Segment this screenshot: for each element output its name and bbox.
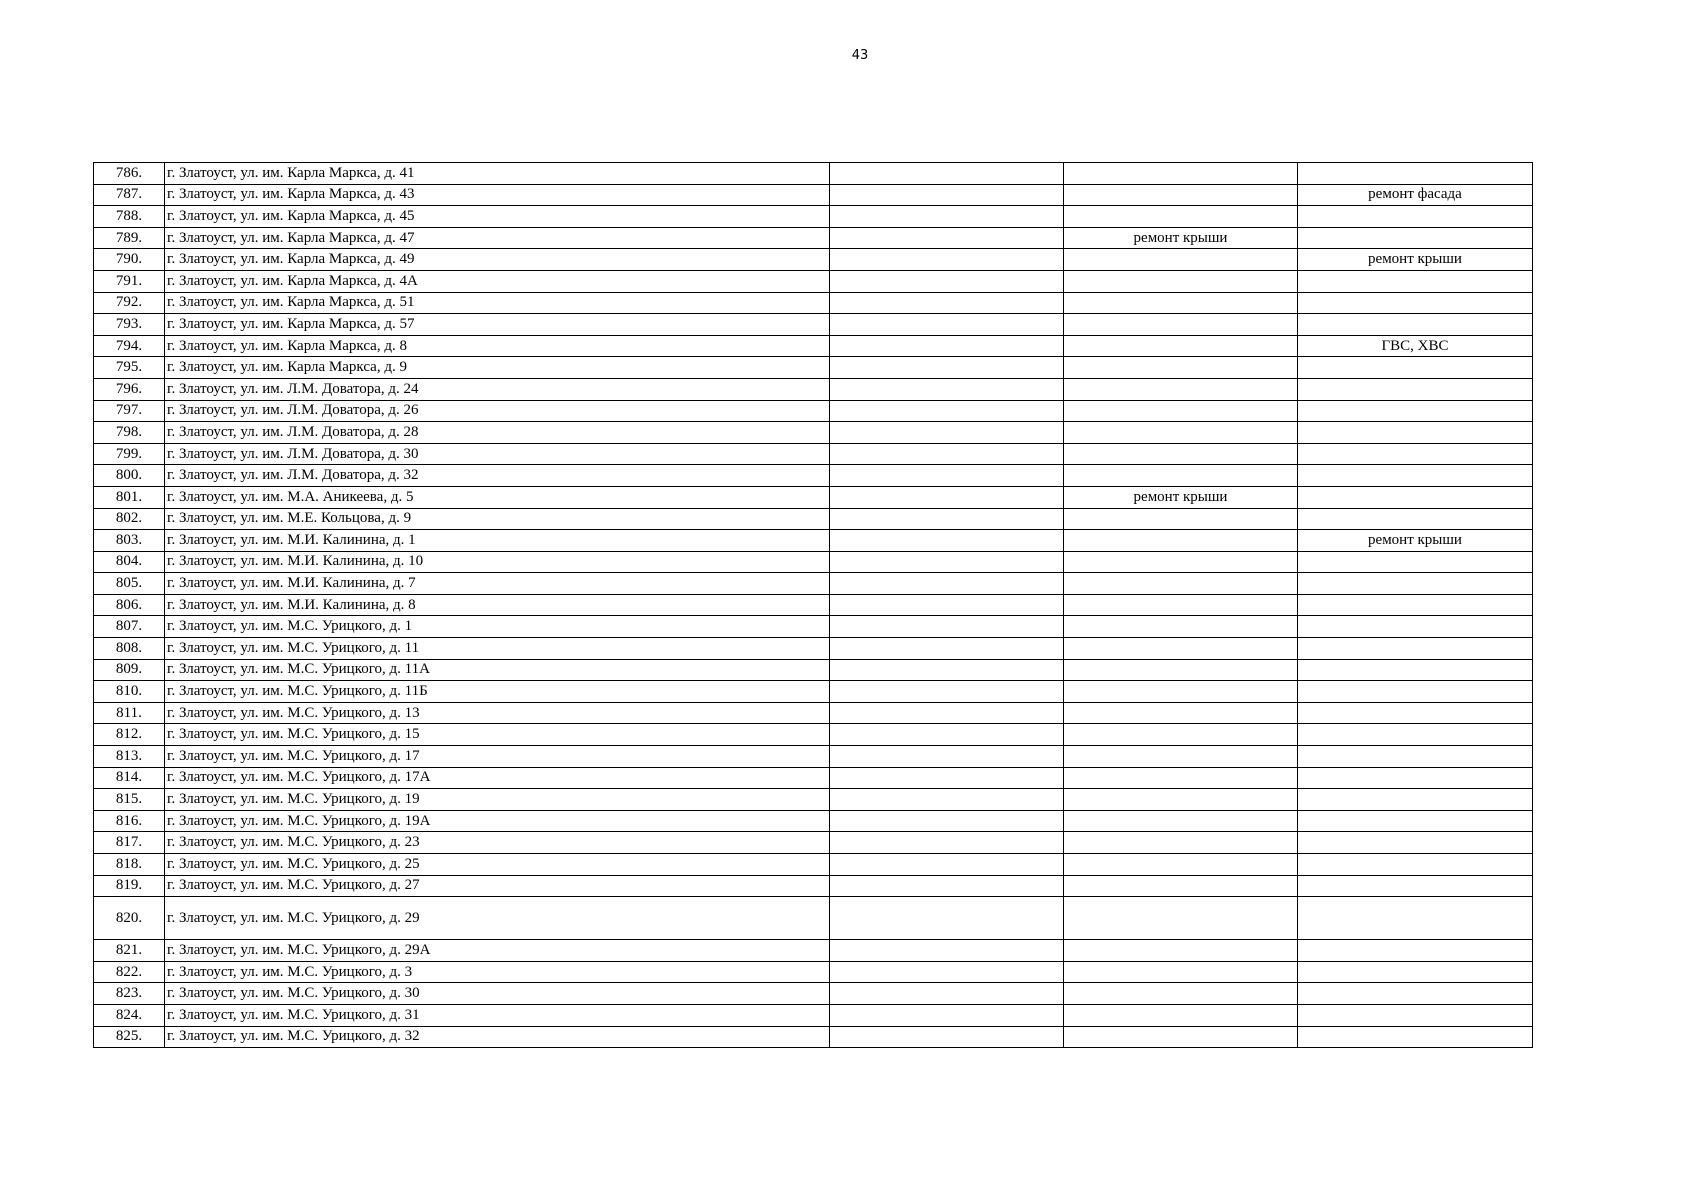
work-type-cell-2: [1064, 659, 1298, 681]
work-type-cell-3: ГВС, ХВС: [1298, 335, 1533, 357]
work-type-cell-2: [1064, 314, 1298, 336]
work-type-cell-1: [830, 1026, 1064, 1048]
work-type-cell-3: [1298, 810, 1533, 832]
work-type-cell-2: [1064, 357, 1298, 379]
work-type-cell-3: [1298, 616, 1533, 638]
work-type-cell-2: [1064, 702, 1298, 724]
address-cell: г. Златоуст, ул. им. М.С. Урицкого, д. 11Б: [165, 681, 830, 703]
work-type-cell-3: [1298, 465, 1533, 487]
work-type-cell-1: [830, 357, 1064, 379]
address-cell: г. Златоуст, ул. им. М.С. Урицкого, д. 32: [165, 1026, 830, 1048]
work-type-cell-1: [830, 163, 1064, 185]
row-number-cell: 814.: [94, 767, 165, 789]
table-row: [94, 897, 1533, 940]
work-type-cell-3: [1298, 789, 1533, 811]
table-row: [94, 767, 1533, 789]
work-type-cell-3: ремонт крыши: [1298, 249, 1533, 271]
row-number-cell: 818.: [94, 854, 165, 876]
work-type-cell-1: [830, 206, 1064, 228]
address-cell: г. Златоуст, ул. им. Л.М. Доватора, д. 24: [165, 378, 830, 400]
row-number-cell: 823.: [94, 983, 165, 1005]
address-cell: г. Златоуст, ул. им. Карла Маркса, д. 43: [165, 184, 830, 206]
table-row: [94, 335, 1533, 357]
work-type-cell-1: [830, 270, 1064, 292]
address-cell: г. Златоуст, ул. им. М.С. Урицкого, д. 13: [165, 702, 830, 724]
work-type-cell-1: [830, 443, 1064, 465]
work-type-cell-2: [1064, 335, 1298, 357]
address-cell: г. Златоуст, ул. им. М.С. Урицкого, д. 27: [165, 875, 830, 897]
table-row: [94, 314, 1533, 336]
work-type-cell-3: [1298, 486, 1533, 508]
row-number-cell: 813.: [94, 746, 165, 768]
work-type-cell-3: [1298, 832, 1533, 854]
work-type-cell-1: [830, 702, 1064, 724]
work-type-cell-1: [830, 810, 1064, 832]
work-type-cell-2: [1064, 767, 1298, 789]
work-type-cell-2: [1064, 854, 1298, 876]
work-type-cell-1: [830, 1004, 1064, 1026]
row-number-cell: 791.: [94, 270, 165, 292]
work-type-cell-2: [1064, 832, 1298, 854]
table-row: [94, 789, 1533, 811]
table-row: [94, 465, 1533, 487]
table-row: [94, 206, 1533, 228]
table-row: [94, 594, 1533, 616]
table-row: [94, 270, 1533, 292]
table-row: [94, 983, 1533, 1005]
table-row: [94, 961, 1533, 983]
table-row: [94, 227, 1533, 249]
work-type-cell-3: [1298, 875, 1533, 897]
work-type-cell-3: [1298, 314, 1533, 336]
work-type-cell-2: [1064, 551, 1298, 573]
row-number-cell: 801.: [94, 486, 165, 508]
address-cell: г. Златоуст, ул. им. Л.М. Доватора, д. 28: [165, 422, 830, 444]
work-type-cell-1: [830, 314, 1064, 336]
row-number-cell: 822.: [94, 961, 165, 983]
work-type-cell-2: [1064, 292, 1298, 314]
work-type-cell-3: [1298, 206, 1533, 228]
row-number-cell: 788.: [94, 206, 165, 228]
address-cell: г. Златоуст, ул. им. Л.М. Доватора, д. 30: [165, 443, 830, 465]
row-number-cell: 812.: [94, 724, 165, 746]
address-cell: г. Златоуст, ул. им. М.С. Урицкого, д. 11: [165, 638, 830, 660]
work-type-cell-3: [1298, 767, 1533, 789]
row-number-cell: 810.: [94, 681, 165, 703]
table-row: [94, 746, 1533, 768]
address-cell: г. Златоуст, ул. им. М.С. Урицкого, д. 17: [165, 746, 830, 768]
row-number-cell: 800.: [94, 465, 165, 487]
work-type-cell-2: [1064, 746, 1298, 768]
work-type-cell-3: [1298, 594, 1533, 616]
work-type-cell-2: [1064, 940, 1298, 962]
work-type-cell-2: [1064, 400, 1298, 422]
row-number-cell: 819.: [94, 875, 165, 897]
address-cell: г. Златоуст, ул. им. М.С. Урицкого, д. 30: [165, 983, 830, 1005]
row-number-cell: 809.: [94, 659, 165, 681]
work-type-cell-1: [830, 573, 1064, 595]
row-number-cell: 815.: [94, 789, 165, 811]
address-cell: г. Златоуст, ул. им. Карла Маркса, д. 49: [165, 249, 830, 271]
work-type-cell-1: [830, 961, 1064, 983]
table-row: [94, 810, 1533, 832]
work-type-cell-2: [1064, 594, 1298, 616]
work-type-cell-3: [1298, 1004, 1533, 1026]
table-row: [94, 724, 1533, 746]
row-number-cell: 820.: [94, 897, 165, 940]
work-type-cell-1: [830, 789, 1064, 811]
row-number-cell: 807.: [94, 616, 165, 638]
work-type-cell-1: [830, 378, 1064, 400]
row-number-cell: 795.: [94, 357, 165, 379]
work-type-cell-3: [1298, 422, 1533, 444]
work-type-cell-3: [1298, 508, 1533, 530]
work-type-cell-1: [830, 227, 1064, 249]
address-cell: г. Златоуст, ул. им. М.С. Урицкого, д. 1: [165, 616, 830, 638]
address-cell: г. Златоуст, ул. им. Л.М. Доватора, д. 32: [165, 465, 830, 487]
work-type-cell-2: [1064, 184, 1298, 206]
work-type-cell-1: [830, 854, 1064, 876]
table-row: [94, 486, 1533, 508]
table-row: [94, 1026, 1533, 1048]
work-type-cell-1: [830, 465, 1064, 487]
row-number-cell: 793.: [94, 314, 165, 336]
table-row: [94, 854, 1533, 876]
address-cell: г. Златоуст, ул. им. М.С. Урицкого, д. 19А: [165, 810, 830, 832]
work-type-cell-1: [830, 746, 1064, 768]
work-type-cell-3: [1298, 292, 1533, 314]
table-row: [94, 551, 1533, 573]
row-number-cell: 805.: [94, 573, 165, 595]
work-type-cell-3: [1298, 1026, 1533, 1048]
table-row: [94, 249, 1533, 271]
work-type-cell-1: [830, 400, 1064, 422]
page-number: 43: [851, 48, 869, 63]
work-type-cell-3: [1298, 659, 1533, 681]
work-type-cell-3: [1298, 443, 1533, 465]
address-cell: г. Златоуст, ул. им. М.С. Урицкого, д. 23: [165, 832, 830, 854]
row-number-cell: 811.: [94, 702, 165, 724]
work-type-cell-3: [1298, 638, 1533, 660]
work-type-cell-2: [1064, 1004, 1298, 1026]
work-type-cell-3: [1298, 681, 1533, 703]
work-type-cell-1: [830, 422, 1064, 444]
work-type-cell-2: [1064, 530, 1298, 552]
table-row: [94, 616, 1533, 638]
work-type-cell-1: [830, 249, 1064, 271]
work-type-cell-2: ремонт крыши: [1064, 227, 1298, 249]
table-row: [94, 378, 1533, 400]
work-type-cell-2: ремонт крыши: [1064, 486, 1298, 508]
row-number-cell: 794.: [94, 335, 165, 357]
work-type-cell-1: [830, 832, 1064, 854]
table-row: [94, 681, 1533, 703]
work-type-cell-2: [1064, 163, 1298, 185]
work-type-cell-2: [1064, 810, 1298, 832]
work-type-cell-3: [1298, 897, 1533, 940]
work-type-cell-2: [1064, 961, 1298, 983]
address-cell: г. Златоуст, ул. им. Карла Маркса, д. 45: [165, 206, 830, 228]
work-type-cell-3: [1298, 400, 1533, 422]
table-row: [94, 292, 1533, 314]
row-number-cell: 824.: [94, 1004, 165, 1026]
work-type-cell-3: [1298, 940, 1533, 962]
address-cell: г. Златоуст, ул. им. Карла Маркса, д. 47: [165, 227, 830, 249]
row-number-cell: 804.: [94, 551, 165, 573]
address-cell: г. Златоуст, ул. им. М.С. Урицкого, д. 29: [165, 897, 830, 940]
address-cell: г. Златоуст, ул. им. М.Е. Кольцова, д. 9: [165, 508, 830, 530]
table-row: [94, 638, 1533, 660]
address-cell: г. Златоуст, ул. им. Карла Маркса, д. 41: [165, 163, 830, 185]
work-type-cell-2: [1064, 897, 1298, 940]
work-type-cell-2: [1064, 875, 1298, 897]
table-row: [94, 659, 1533, 681]
work-type-cell-2: [1064, 270, 1298, 292]
row-number-cell: 786.: [94, 163, 165, 185]
work-type-cell-3: [1298, 163, 1533, 185]
address-cell: г. Златоуст, ул. им. М.И. Калинина, д. 7: [165, 573, 830, 595]
table-row: [94, 443, 1533, 465]
work-type-cell-3: ремонт фасада: [1298, 184, 1533, 206]
work-type-cell-3: [1298, 983, 1533, 1005]
row-number-cell: 789.: [94, 227, 165, 249]
work-type-cell-2: [1064, 443, 1298, 465]
address-cell: г. Златоуст, ул. им. М.И. Калинина, д. 10: [165, 551, 830, 573]
table-row: [94, 530, 1533, 552]
table-row: [94, 400, 1533, 422]
row-number-cell: 799.: [94, 443, 165, 465]
work-type-cell-3: [1298, 854, 1533, 876]
work-type-cell-1: [830, 875, 1064, 897]
table-row: [94, 1004, 1533, 1026]
table-row: [94, 573, 1533, 595]
work-type-cell-1: [830, 659, 1064, 681]
work-type-cell-1: [830, 594, 1064, 616]
work-type-cell-2: [1064, 681, 1298, 703]
row-number-cell: 787.: [94, 184, 165, 206]
table-row: [94, 163, 1533, 185]
work-type-cell-1: [830, 940, 1064, 962]
row-number-cell: 816.: [94, 810, 165, 832]
work-type-cell-1: [830, 486, 1064, 508]
row-number-cell: 802.: [94, 508, 165, 530]
address-cell: г. Златоуст, ул. им. М.И. Калинина, д. 1: [165, 530, 830, 552]
table-row: [94, 508, 1533, 530]
work-type-cell-3: ремонт крыши: [1298, 530, 1533, 552]
work-type-cell-1: [830, 767, 1064, 789]
work-type-cell-3: [1298, 746, 1533, 768]
work-type-cell-1: [830, 638, 1064, 660]
work-type-cell-3: [1298, 378, 1533, 400]
address-cell: г. Златоуст, ул. им. М.С. Урицкого, д. 25: [165, 854, 830, 876]
work-type-cell-3: [1298, 270, 1533, 292]
work-type-cell-3: [1298, 357, 1533, 379]
row-number-cell: 825.: [94, 1026, 165, 1048]
work-type-cell-2: [1064, 638, 1298, 660]
work-type-cell-2: [1064, 616, 1298, 638]
work-type-cell-3: [1298, 961, 1533, 983]
address-cell: г. Златоуст, ул. им. М.А. Аникеева, д. 5: [165, 486, 830, 508]
address-cell: г. Златоуст, ул. им. Карла Маркса, д. 51: [165, 292, 830, 314]
work-type-cell-1: [830, 897, 1064, 940]
work-type-cell-2: [1064, 465, 1298, 487]
table-row: [94, 832, 1533, 854]
row-number-cell: 790.: [94, 249, 165, 271]
work-type-cell-2: [1064, 422, 1298, 444]
address-cell: г. Златоуст, ул. им. Карла Маркса, д. 57: [165, 314, 830, 336]
work-type-cell-1: [830, 616, 1064, 638]
address-cell: г. Златоуст, ул. им. Карла Маркса, д. 4А: [165, 270, 830, 292]
address-cell: г. Златоуст, ул. им. М.С. Урицкого, д. 19: [165, 789, 830, 811]
work-type-cell-3: [1298, 551, 1533, 573]
work-type-cell-1: [830, 983, 1064, 1005]
work-type-cell-2: [1064, 206, 1298, 228]
row-number-cell: 821.: [94, 940, 165, 962]
row-number-cell: 796.: [94, 378, 165, 400]
table-row: [94, 875, 1533, 897]
table-row: [94, 940, 1533, 962]
work-type-cell-3: [1298, 573, 1533, 595]
address-table: [93, 162, 1533, 1048]
row-number-cell: 792.: [94, 292, 165, 314]
work-type-cell-2: [1064, 983, 1298, 1005]
table-body: [94, 163, 1533, 1048]
work-type-cell-2: [1064, 249, 1298, 271]
work-type-cell-1: [830, 292, 1064, 314]
work-type-cell-2: [1064, 724, 1298, 746]
address-cell: г. Златоуст, ул. им. Карла Маркса, д. 8: [165, 335, 830, 357]
address-cell: г. Златоуст, ул. им. Карла Маркса, д. 9: [165, 357, 830, 379]
work-type-cell-1: [830, 184, 1064, 206]
address-cell: г. Златоуст, ул. им. М.С. Урицкого, д. 31: [165, 1004, 830, 1026]
address-cell: г. Златоуст, ул. им. Л.М. Доватора, д. 26: [165, 400, 830, 422]
work-type-cell-2: [1064, 1026, 1298, 1048]
work-type-cell-2: [1064, 789, 1298, 811]
work-type-cell-1: [830, 724, 1064, 746]
work-type-cell-1: [830, 681, 1064, 703]
work-type-cell-1: [830, 551, 1064, 573]
address-cell: г. Златоуст, ул. им. М.С. Урицкого, д. 17А: [165, 767, 830, 789]
table-row: [94, 422, 1533, 444]
work-type-cell-3: [1298, 702, 1533, 724]
address-cell: г. Златоуст, ул. им. М.С. Урицкого, д. 29А: [165, 940, 830, 962]
work-type-cell-2: [1064, 378, 1298, 400]
row-number-cell: 803.: [94, 530, 165, 552]
work-type-cell-1: [830, 335, 1064, 357]
table-row: [94, 702, 1533, 724]
table-row: [94, 357, 1533, 379]
row-number-cell: 806.: [94, 594, 165, 616]
address-cell: г. Златоуст, ул. им. М.С. Урицкого, д. 15: [165, 724, 830, 746]
row-number-cell: 817.: [94, 832, 165, 854]
row-number-cell: 798.: [94, 422, 165, 444]
address-cell: г. Златоуст, ул. им. М.И. Калинина, д. 8: [165, 594, 830, 616]
work-type-cell-1: [830, 508, 1064, 530]
row-number-cell: 808.: [94, 638, 165, 660]
work-type-cell-1: [830, 530, 1064, 552]
work-type-cell-2: [1064, 508, 1298, 530]
table-row: [94, 184, 1533, 206]
work-type-cell-2: [1064, 573, 1298, 595]
work-type-cell-3: [1298, 227, 1533, 249]
row-number-cell: 797.: [94, 400, 165, 422]
address-cell: г. Златоуст, ул. им. М.С. Урицкого, д. 11А: [165, 659, 830, 681]
work-type-cell-3: [1298, 724, 1533, 746]
address-cell: г. Златоуст, ул. им. М.С. Урицкого, д. 3: [165, 961, 830, 983]
